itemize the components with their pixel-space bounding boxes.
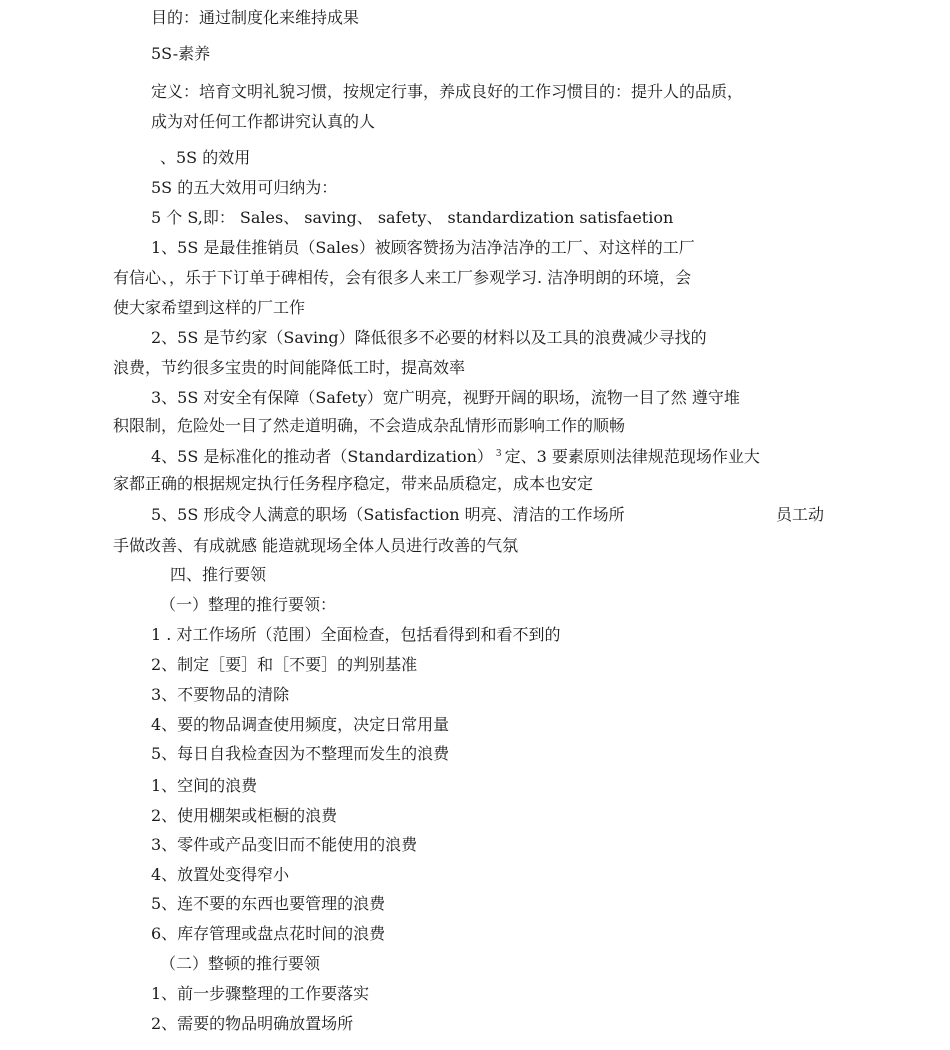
purpose-line: 目的：通过制度化来维持成果 xyxy=(151,8,360,27)
definition-continuation: 成为对任何工作都讲究认真的人 xyxy=(151,112,376,131)
standardization-text: 4、5S 是标准化的推动者（Standardization） xyxy=(151,447,493,466)
list-item: 1、前一步骤整理的工作要落实 xyxy=(151,984,370,1003)
list-item: 3、不要物品的清除 xyxy=(151,685,290,704)
effect-safety-line: 3、5S 对安全有保障（Safety）宽广明亮，视野开阔的职场，流物一目了然 遵守堆 xyxy=(151,388,740,407)
list-item: 1、空间的浪费 xyxy=(151,776,258,795)
section-heading-promotion: 四、推行要领 xyxy=(170,565,267,584)
subsection-heading-seiton: （二）整顿的推行要领 xyxy=(160,954,321,973)
effect-satisfaction-right: 员工动 xyxy=(776,505,825,524)
five-s-list: 5 个 S,即： Sales、 saving、 safety、 standardization satisfaetion xyxy=(151,208,674,227)
effect-safety-continuation: 积限制，危险处一目了然走道明确，不会造成杂乱情形而影响工作的顺畅 xyxy=(113,416,626,435)
list-item: 3、零件或产品变旧而不能使用的浪费 xyxy=(151,835,418,854)
definition-line: 定义：培育文明礼貌习惯，按规定行事，养成良好的工作习惯目的：提升人的品质， xyxy=(151,82,744,101)
standardization-text-after: 定、3 要素原则法律规范现场作业大 xyxy=(504,447,760,466)
list-item: 6、库存管理或盘点花时间的浪费 xyxy=(151,924,386,943)
list-item: 5、每日自我检查因为不整理而发生的浪费 xyxy=(151,744,450,763)
effects-intro: 5S 的五大效用可归纳为： xyxy=(151,178,338,197)
effect-standardization-line xyxy=(151,444,760,467)
effect-sales-line: 1、5S 是最佳推销员（Sales）被顾客赞扬为洁净洁净的工厂、对这样的工厂 xyxy=(151,238,695,257)
effect-saving-line: 2、5S 是节约家（Saving）降低很多不必要的材料以及工具的浪费减少寻找的 xyxy=(151,328,707,347)
list-item: 2、使用棚架或柜橱的浪费 xyxy=(151,806,338,825)
list-item: 5、连不要的东西也要管理的浪费 xyxy=(151,894,386,913)
effect-standardization-continuation: 家都正确的根据规定执行任务程序稳定，带来品质稳定，成本也安定 xyxy=(113,474,594,493)
list-item: 2、需要的物品明确放置场所 xyxy=(151,1014,354,1033)
list-item: 4、要的物品调查使用频度，决定日常用量 xyxy=(151,715,450,734)
subsection-heading-seiri: （一）整理的推行要领： xyxy=(160,595,337,614)
footnote-marker: 3 xyxy=(495,449,502,459)
list-item: 1 . 对工作场所（范围）全面检查，包括看得到和看不到的 xyxy=(151,625,561,644)
section-heading-effects: 、5S 的效用 xyxy=(160,148,251,167)
list-item: 4、放置处变得窄小 xyxy=(151,865,290,884)
section-heading-shitsuke: 5S-素养 xyxy=(151,44,211,63)
effect-saving-continuation: 浪费，节约很多宝贵的时间能降低工时，提高效率 xyxy=(113,358,466,377)
effect-satisfaction-continuation: 手做改善、有成就感 能造就现场全体人员进行改善的气氛 xyxy=(113,536,519,555)
effect-satisfaction-line: 5、5S 形成令人满意的职场（Satisfaction 明亮、清洁的工作场所 xyxy=(151,505,625,524)
effect-sales-continuation: 有信心、，乐于下订单于碑相传，会有很多人来工厂参观学习. 洁净明朗的环境，会 xyxy=(113,268,692,287)
effect-sales-end: 使大家希望到这样的厂工作 xyxy=(113,298,306,317)
list-item: 2、制定［要］和［不要］的判别基准 xyxy=(151,655,418,674)
